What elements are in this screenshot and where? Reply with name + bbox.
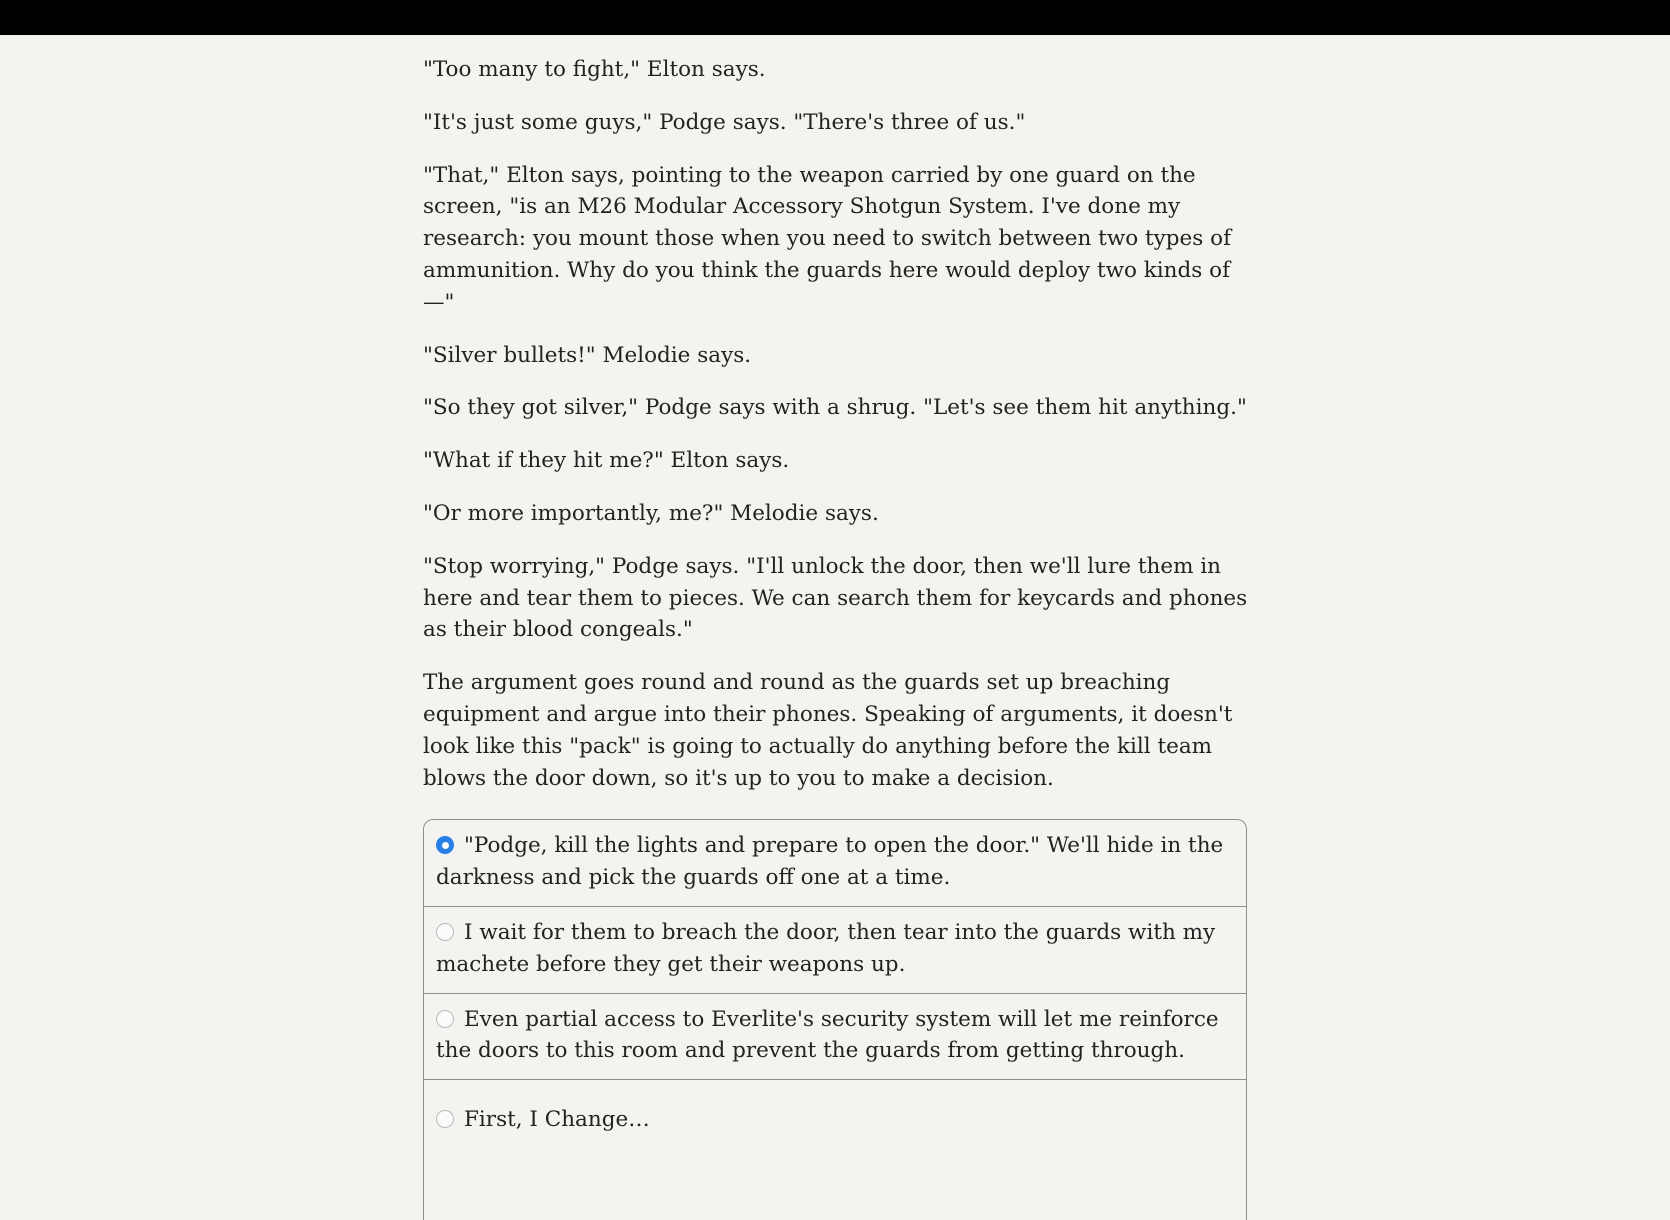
radio-selected-icon[interactable] bbox=[436, 836, 454, 854]
top-bar bbox=[0, 0, 1670, 35]
story-paragraph: "Stop worrying," Podge says. "I'll unlock the door, then we'll lure them in here and tear them to pieces. We can search them for keycards and phones as their blood congeals." bbox=[423, 553, 1248, 643]
radio-unselected-icon[interactable] bbox=[436, 1110, 454, 1128]
story-content bbox=[423, 54, 1249, 1220]
choice-label: Even partial access to Everlite's security system will let me reinforce the doors to this room and prevent the guards from getting through. bbox=[436, 1006, 1219, 1064]
choice-list bbox=[423, 819, 1247, 1220]
radio-unselected-icon[interactable] bbox=[436, 923, 454, 941]
story-paragraph: "What if they hit me?" Elton says. bbox=[423, 448, 790, 474]
choice-option-2[interactable] bbox=[424, 907, 1246, 994]
story-paragraph: "So they got silver," Podge says with a shrug. "Let's see them hit anything." bbox=[423, 395, 1247, 421]
story-paragraph: "It's just some guys," Podge says. "There's three of us." bbox=[423, 109, 1026, 135]
story-paragraph: The argument goes round and round as the guards set up breaching equipment and argue into their phones. Speaking of arguments, it doesn't look like this "pack" is going to actually do anything before the kill team blows the door down, so it's up to you to make a decision. bbox=[423, 670, 1233, 791]
choice-label: First, I Change… bbox=[464, 1107, 650, 1133]
story-paragraph: "Or more importantly, me?" Melodie says. bbox=[423, 500, 879, 526]
choice-option-3[interactable] bbox=[424, 994, 1246, 1081]
choice-option-1[interactable] bbox=[424, 820, 1246, 907]
choice-option-4[interactable] bbox=[424, 1080, 1246, 1220]
story-paragraph: "That," Elton says, pointing to the weapon carried by one guard on the screen, "is an M26 Modular Accessory Shotgun System. I've done my research: you mount those when you need to switch between two types of ammunition. Why do you think the guards here would deploy two kinds of—" bbox=[423, 162, 1232, 315]
choice-label: "Podge, kill the lights and prepare to open the door." We'll hide in the darkness and pick the guards off one at a time. bbox=[436, 833, 1224, 891]
choice-label: I wait for them to breach the door, then tear into the guards with my machete before they get their weapons up. bbox=[436, 919, 1216, 977]
story-paragraph: "Too many to fight," Elton says. bbox=[423, 57, 766, 82]
story-paragraph: "Silver bullets!" Melodie says. bbox=[423, 342, 752, 368]
radio-unselected-icon[interactable] bbox=[436, 1010, 454, 1028]
